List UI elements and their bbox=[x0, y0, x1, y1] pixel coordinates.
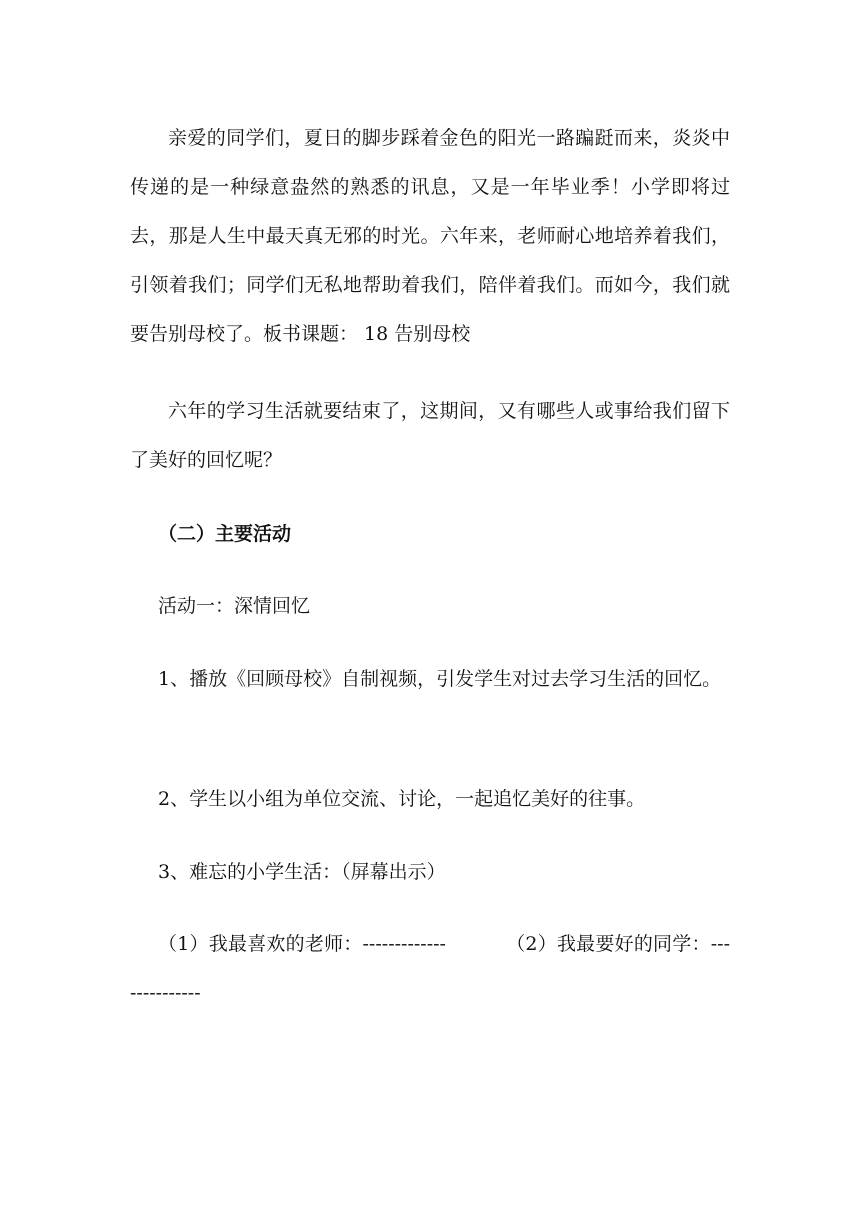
prompt-best-classmate: （2）我最要好的同学：-------------- bbox=[130, 933, 730, 1004]
step-2-text: 2、学生以小组为单位交流、讨论，一起追忆美好的往事。 bbox=[158, 788, 646, 810]
step-3-text: 3、难忘的小学生活：（屏幕出示） bbox=[158, 861, 446, 883]
section-heading: （二）主要活动 bbox=[158, 523, 292, 545]
step-1-text: 1、播放《回顾母校》自制视频，引发学生对过去学习生活的回忆。 bbox=[158, 668, 722, 690]
activity-title: 活动一：深情回忆 bbox=[158, 595, 311, 617]
fill-in-prompts bbox=[130, 920, 730, 1018]
prompt-favorite-teacher: （1）我最喜欢的老师：------------- bbox=[158, 933, 446, 955]
intro-paragraph: 亲爱的同学们，夏日的脚步踩着金色的阳光一路蹁跹而来，炎炎中传递的是一种绿意盎然的熟悉的讯息，又是一年毕业季！小学即将过去，那是人生中最天真无邪的时光。六年来，老师耐心地培养着我们，引领着我们；同学们无私地帮助着我们，陪伴着我们。而如今，我们就要告别母校了。板书课题： 18 告别母校 bbox=[130, 127, 730, 345]
question-paragraph: 六年的学习生活就要结束了，这期间，又有哪些人或事给我们留下了美好的回忆呢？ bbox=[130, 400, 730, 471]
